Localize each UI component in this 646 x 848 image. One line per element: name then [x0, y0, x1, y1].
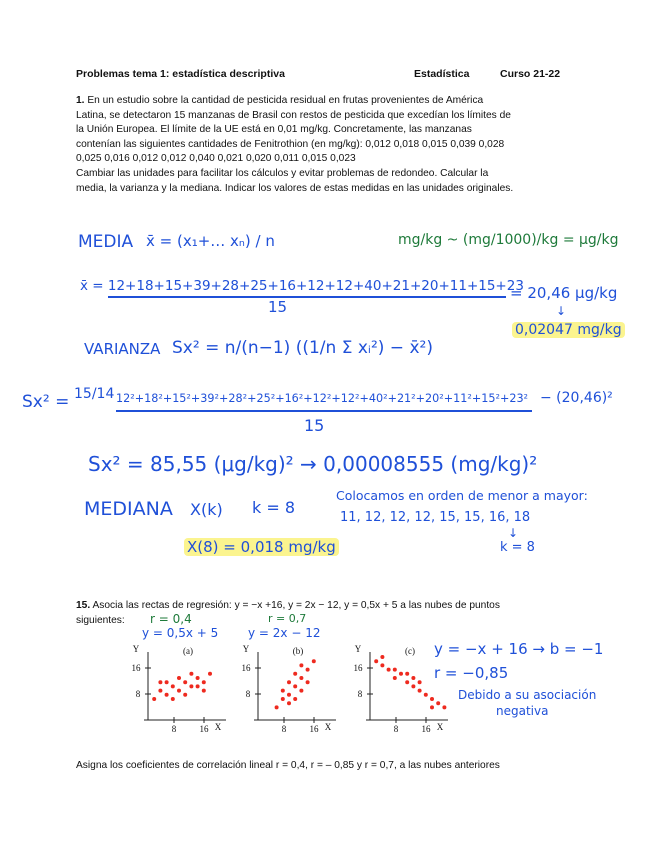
data-point	[158, 680, 162, 684]
annotation-c-note: Debido a su asociación	[458, 688, 597, 702]
data-point	[442, 705, 446, 709]
problem-15-number: 15.	[76, 600, 91, 611]
units-note: mg/kg ~ (mg/1000)/kg = μg/kg	[398, 232, 619, 248]
data-point	[152, 697, 156, 701]
plot-label: (a)	[183, 646, 193, 656]
annotation-b-r: r = 0,7	[268, 612, 307, 625]
problem-1-line: la Unión Europea. El límite de la UE está en 0,01 mg/kg. Concretamente, las manzanas	[76, 124, 472, 136]
ordered-values: 11, 12, 12, 12, 15, 15, 16, 18	[340, 510, 531, 525]
data-point	[183, 680, 187, 684]
variance-fraction: 15/14	[74, 386, 115, 402]
problem-1-line: Cambiar las unidades para facilitar los cálculos y evitar problemas de redondeo. Calcular la	[76, 167, 489, 179]
variance-sum: 12²+18²+15²+39²+28²+25²+16²+12²+12²+40²+21²+20²+11²+15²+23²	[116, 392, 529, 405]
data-point	[380, 663, 384, 667]
media-formula: x̄ = (x₁+… xₙ) / n	[146, 232, 275, 250]
variance-tail: − (20,46)²	[540, 390, 613, 406]
mean-denominator: 15	[268, 298, 288, 316]
data-point	[405, 672, 409, 676]
x-tick-label: 16	[199, 724, 209, 734]
data-point	[299, 676, 303, 680]
data-point	[183, 693, 187, 697]
data-point	[430, 705, 434, 709]
median-k: k = 8	[252, 498, 296, 517]
scatter-plot	[354, 644, 449, 734]
data-point	[418, 689, 422, 693]
document-title: Problemas tema 1: estadística descriptiva	[76, 68, 285, 80]
data-point	[411, 684, 415, 688]
data-point	[165, 680, 169, 684]
data-point	[171, 697, 175, 701]
mean-fraction-bar	[108, 296, 506, 298]
variance-prefix: Sx² =	[22, 392, 70, 412]
data-point	[208, 672, 212, 676]
x-tick-label: 16	[309, 724, 319, 734]
data-point	[393, 676, 397, 680]
data-point	[287, 701, 291, 705]
data-point	[306, 668, 310, 672]
annotation-c-note: negativa	[496, 704, 549, 718]
plot-label: (b)	[292, 646, 304, 656]
scatter-plot	[242, 644, 337, 734]
x-axis-label: X	[436, 722, 444, 732]
median-label: MEDIANA	[84, 498, 173, 520]
data-point	[293, 672, 297, 676]
x-tick-label: 8	[393, 724, 399, 734]
problem-1-line: media, la varianza y la mediana. Indicar los valores de estas medidas en las unidades originales.	[76, 182, 514, 194]
y-tick-label: 8	[135, 689, 141, 699]
footer-question: Asigna los coeficientes de correlación lineal r = 0,4, r = – 0,85 y r = 0,7, a las nubes anteriores	[76, 760, 500, 771]
data-point	[312, 659, 316, 663]
data-point	[196, 676, 200, 680]
order-note: Colocamos en orden de menor a mayor:	[336, 488, 588, 503]
problem-1-line: contenían las siguientes cantidades de Fenitrothion (en mg/kg): 0,012 0,018 0,015 0,039 0,028	[76, 138, 505, 150]
y-tick-label: 8	[357, 689, 363, 699]
problem-15-text-cont: siguientes:	[76, 615, 125, 626]
data-point	[171, 684, 175, 688]
problem-1-statement	[76, 94, 596, 196]
y-tick-label: 16	[353, 663, 363, 673]
subject-label: Estadística	[414, 68, 470, 80]
media-label: MEDIA	[78, 232, 134, 252]
data-point	[281, 697, 285, 701]
annotation-c-r: r = −0,85	[434, 664, 509, 682]
scatter-plot	[132, 644, 227, 734]
mean-sum: x̄ = 12+18+15+39+28+25+16+12+12+40+21+20+11+15+23	[80, 278, 524, 294]
data-point	[387, 668, 391, 672]
data-point	[275, 705, 279, 709]
course-label: Curso 21-22	[500, 68, 561, 80]
data-point	[165, 693, 169, 697]
data-point	[411, 676, 415, 680]
y-tick-label: 8	[245, 689, 251, 699]
variance-denominator: 15	[304, 416, 325, 435]
data-point	[299, 689, 303, 693]
mean-original-units: 0,02047 mg/kg	[512, 322, 625, 338]
problem-15-statement	[76, 600, 616, 611]
data-point	[293, 684, 297, 688]
data-point	[374, 659, 378, 663]
problem-1-line: 0,025 0,016 0,012 0,012 0,040 0,021 0,020 0,011 0,015 0,023	[76, 153, 356, 165]
y-axis-label: Y	[354, 644, 362, 654]
scatter-plots	[130, 640, 444, 736]
data-point	[418, 680, 422, 684]
data-point	[293, 697, 297, 701]
data-point	[306, 680, 310, 684]
data-point	[399, 672, 403, 676]
x-axis-label: X	[214, 722, 222, 732]
data-point	[405, 680, 409, 684]
data-point	[158, 689, 162, 693]
data-point	[380, 655, 384, 659]
annotation-c-eq: y = −x + 16 → b = −1	[434, 640, 604, 658]
down-arrow-icon: ↓	[508, 526, 519, 540]
y-tick-label: 16	[241, 663, 251, 673]
x-tick-label: 8	[281, 724, 287, 734]
variance-label: VARIANZA	[84, 340, 161, 358]
variance-formula: Sx² = n/(n−1) ((1/n Σ xᵢ²) − x̄²)	[172, 338, 433, 358]
data-point	[393, 668, 397, 672]
data-point	[202, 680, 206, 684]
k-marker: k = 8	[500, 540, 535, 555]
variance-fraction-bar	[116, 410, 532, 412]
problem-1-number: 1.	[76, 95, 85, 106]
annotation-a-eq: y = 0,5x + 5	[142, 626, 219, 640]
problem-1-line: En un estudio sobre la cantidad de pesticida residual en frutas provenientes de América	[87, 95, 484, 106]
data-point	[189, 684, 193, 688]
annotation-a-r: r = 0,4	[150, 612, 192, 626]
mean-result: = 20,46 μg/kg	[510, 284, 618, 302]
data-point	[424, 693, 428, 697]
median-xk: X(k)	[190, 500, 223, 519]
annotation-b-eq: y = 2x − 12	[248, 626, 321, 640]
data-point	[287, 693, 291, 697]
problem-1-line: Latina, se detectaron 15 manzanas de Brasil con restos de pesticida que excedían los límites de	[76, 109, 511, 121]
data-point	[196, 684, 200, 688]
median-result: X(8) = 0,018 mg/kg	[184, 538, 339, 556]
plot-label: (c)	[405, 646, 415, 656]
variance-result: Sx² = 85,55 (μg/kg)² → 0,00008555 (mg/kg)²	[88, 452, 538, 476]
data-point	[287, 680, 291, 684]
data-point	[436, 701, 440, 705]
y-axis-label: Y	[132, 644, 140, 654]
data-point	[281, 689, 285, 693]
data-point	[189, 672, 193, 676]
x-axis-label: X	[324, 722, 332, 732]
problem-15-text: Asocia las rectas de regresión: y = −x +16, y = 2x − 12, y = 0,5x + 5 a las nubes de puntos	[92, 600, 500, 611]
y-axis-label: Y	[242, 644, 250, 654]
data-point	[177, 689, 181, 693]
x-tick-label: 8	[171, 724, 177, 734]
x-tick-label: 16	[421, 724, 431, 734]
data-point	[177, 676, 181, 680]
down-arrow-icon: ↓	[556, 304, 567, 318]
data-point	[202, 689, 206, 693]
data-point	[299, 663, 303, 667]
y-tick-label: 16	[131, 663, 141, 673]
data-point	[430, 697, 434, 701]
